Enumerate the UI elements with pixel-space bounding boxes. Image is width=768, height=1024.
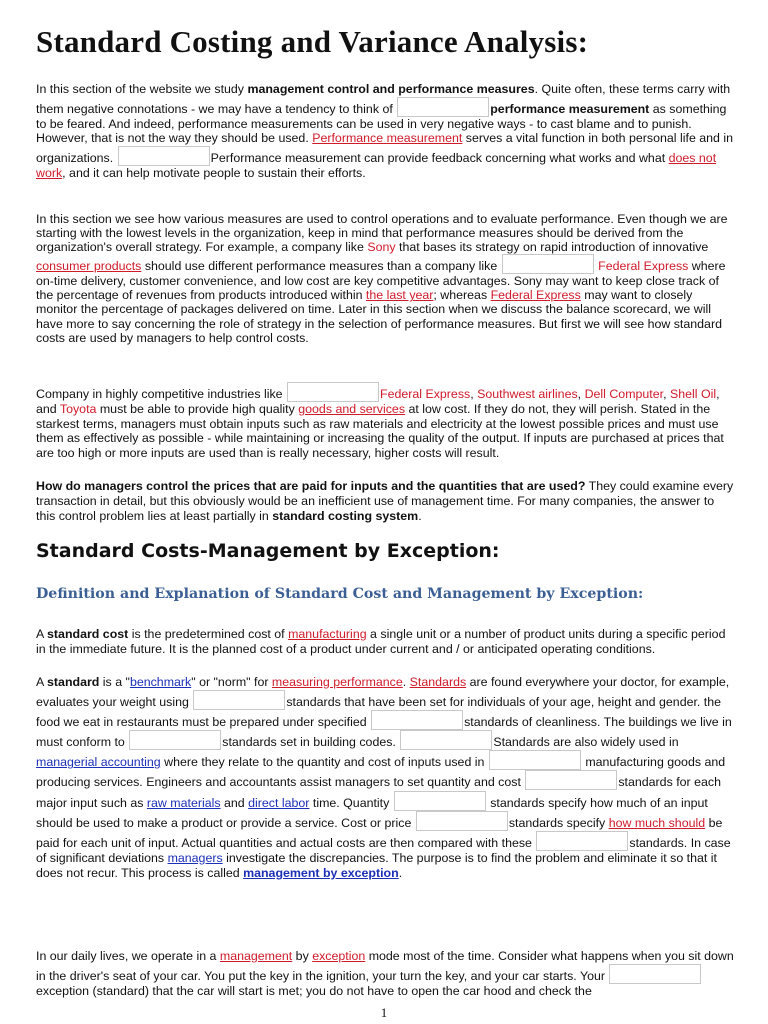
link-managers[interactable]: managers — [167, 850, 223, 865]
link-federal-express[interactable]: Federal Express — [598, 259, 689, 274]
empty-box — [287, 382, 379, 402]
link-standards[interactable]: Standards — [409, 675, 467, 689]
link-federal-express[interactable]: Federal Express — [380, 387, 471, 401]
link-federal-express[interactable]: Federal Express — [490, 288, 581, 303]
empty-box — [394, 791, 486, 811]
text: , — [470, 387, 478, 401]
subsection-heading: Definition and Explanation of Standard Cost and Management by Exception: — [36, 586, 644, 602]
link-consumer-products[interactable]: consumer products — [36, 259, 142, 274]
question-paragraph — [36, 479, 736, 524]
text: In this section we see how various measures are used to control operations and to evaluate performance. Even though we are starting with the lowest levels in the organization, keep in mind that performance measures should be derived from the organization's overall strategy. For example, a company like — [36, 212, 728, 255]
empty-box — [400, 730, 492, 750]
text: ; whereas — [433, 288, 491, 303]
link-southwest-airlines[interactable]: Southwest airlines — [477, 387, 578, 401]
link-management-by-exception[interactable]: management by exception — [243, 865, 399, 880]
text: as something to be feared. And indeed, performance measurements can be used in very negative ways - to cast blame and to punish. However, that is not the way they should be used. — [36, 101, 727, 146]
empty-box — [371, 710, 463, 730]
text: investigate the discrepancies. The purpose is to find the problem and eliminate it so that it does not recur. This process is called — [36, 850, 717, 880]
text: a single unit or a number of product units during a specific period in the immediate future. It is the planned cost of a product under current and / or anticipated operating conditions. — [36, 627, 726, 656]
empty-box — [536, 831, 628, 851]
text: , — [663, 387, 670, 401]
bold-text: standard cost — [47, 627, 129, 641]
text: standards for each major input such as — [36, 775, 721, 810]
text: be paid for each unit of input. Actual quantities and actual costs are then compared with these — [36, 815, 723, 850]
link-sony[interactable]: Sony — [367, 240, 396, 255]
text: . — [402, 675, 410, 689]
link-how-much-should[interactable]: how much should — [608, 815, 706, 830]
empty-box — [489, 750, 581, 770]
empty-box — [397, 97, 489, 117]
text: standards specify — [508, 815, 609, 830]
bold-text: How do managers control the prices that are paid for inputs and the quantities that are used? — [36, 479, 586, 493]
standard-paragraph — [36, 675, 736, 881]
link-toyota[interactable]: Toyota — [59, 402, 97, 416]
text: , and — [36, 387, 720, 416]
text: should use different performance measures than a company like — [141, 259, 501, 274]
text: standards that have been set for individuals of your age, height and gender. the food we eat in restaurants must be prepared under specified — [36, 695, 722, 730]
text: manufacturing goods and producing services. Engineers and accountants assist managers to set quantity and cost — [36, 755, 726, 790]
bold-text: performance measurement — [490, 101, 650, 116]
text: . — [418, 509, 422, 523]
intro-paragraph — [36, 82, 736, 180]
link-manufacturing[interactable]: manufacturing — [288, 627, 367, 641]
link-dell-computer[interactable]: Dell Computer — [584, 387, 664, 401]
text: may want to closely monitor the percentage of packages delivered on time. Later in this section when we discuss the balance scorecard, we will have more to say concerning the role of strategy in the selection of performance measures. But first we will see how standard costs are used by managers to help control costs. — [36, 288, 722, 345]
empty-box — [502, 254, 594, 274]
text: " or "norm" for — [191, 675, 272, 689]
text: are found everywhere your doctor, for example, evaluates your weight using — [36, 675, 730, 710]
text: . Quite often, these terms carry with them negative connotations - we may have a tendency to think of — [36, 82, 731, 116]
industries-paragraph — [36, 382, 736, 460]
text: Standards are also widely used in — [493, 735, 679, 750]
text: A — [36, 627, 48, 641]
empty-box — [193, 690, 285, 710]
text: and — [220, 795, 249, 810]
link-management[interactable]: management — [219, 949, 293, 963]
text: standards of cleanliness. The buildings we live in must conform to — [36, 715, 732, 750]
text: In our daily lives, we operate in a — [36, 949, 220, 963]
text: time. Quantity — [309, 795, 393, 810]
link-managerial-accounting[interactable]: managerial accounting — [36, 755, 161, 770]
text: mode most of the time. Consider what happens when you sit down in the driver's seat of your car. You put the key in the ignition, your turn the key, and your car starts. Your — [36, 949, 734, 983]
link-measuring-performance[interactable]: measuring performance — [271, 675, 403, 689]
text: . — [398, 865, 403, 880]
bold-text: management control and performance measures — [247, 82, 535, 96]
text: where they relate to the quantity and cost of inputs used in — [160, 755, 488, 770]
bold-text: standard costing system — [272, 509, 419, 523]
empty-box — [118, 146, 210, 166]
empty-box — [609, 964, 701, 984]
link-the-last-year[interactable]: the last year — [365, 288, 434, 303]
link-exception[interactable]: exception — [312, 949, 366, 963]
link-direct-labor[interactable]: direct labor — [248, 795, 310, 810]
text: is a " — [99, 675, 130, 689]
text: In this section of the website we study — [36, 82, 248, 96]
text: A — [36, 675, 48, 689]
text: , and it can help motivate people to sustain their efforts. — [62, 165, 366, 180]
text: standards specify how much of an input should be used to make a product or provide a service. Cost or price — [36, 795, 708, 830]
empty-box — [129, 730, 221, 750]
text: , — [577, 387, 585, 401]
text: is the predetermined cost of — [128, 627, 289, 641]
text: standards. In case of significant deviations — [36, 835, 731, 865]
link-does-not-work[interactable]: does not work — [36, 150, 717, 180]
text: Performance measurement can provide feedback concerning what works and what — [210, 150, 669, 165]
bold-text: standard — [47, 675, 100, 689]
text: standards set in building codes. — [222, 735, 400, 750]
text: at low cost. If they do not, they will perish. Stated in the starkest terms, managers must obtain inputs such as raw materials and electricity at the lowest possible prices and must use them as effectively as possible - while maintaining or increasing the quality of the output. If inputs are purchased at prices that are too high or more inputs are used than is really necessary, higher costs will result. — [36, 402, 724, 460]
standard-cost-paragraph — [36, 627, 736, 656]
text: serves a vital function in both personal life and in organizations. — [36, 131, 734, 165]
page-title: Standard Costing and Variance Analysis: — [36, 24, 589, 59]
text: They could examine every transaction in detail, but this obviously would be an inefficient use of management time. For many companies, the answer to this control problem lies at least partially in — [36, 479, 734, 523]
link-goods-and-services[interactable]: goods and services — [298, 402, 406, 416]
daily-lives-paragraph — [36, 949, 736, 998]
empty-box — [416, 811, 508, 831]
section-heading: Standard Costs-Management by Exception: — [36, 540, 500, 562]
link-shell-oil[interactable]: Shell Oil — [669, 387, 717, 401]
text: Company in highly competitive industries like — [36, 387, 286, 401]
text: must be able to provide high quality — [96, 402, 299, 416]
link-raw-materials[interactable]: raw materials — [146, 795, 221, 810]
page-number: 1 — [380, 1005, 388, 1020]
text: where on-time delivery, customer convenience, and low cost are key competitive advantages. Sony may want to keep close track of the percentage of revenues from products introduced within — [36, 259, 726, 303]
empty-box — [525, 770, 617, 790]
strategy-paragraph — [36, 212, 736, 345]
text: that bases its strategy on rapid introduction of innovative — [395, 240, 709, 255]
link-benchmark[interactable]: benchmark — [129, 675, 192, 689]
text: exception (standard) that the car will start is met; you do not have to open the car hood and check the — [36, 983, 592, 998]
link-performance-measurement[interactable]: Performance measurement — [312, 131, 463, 146]
text: by — [292, 949, 313, 963]
